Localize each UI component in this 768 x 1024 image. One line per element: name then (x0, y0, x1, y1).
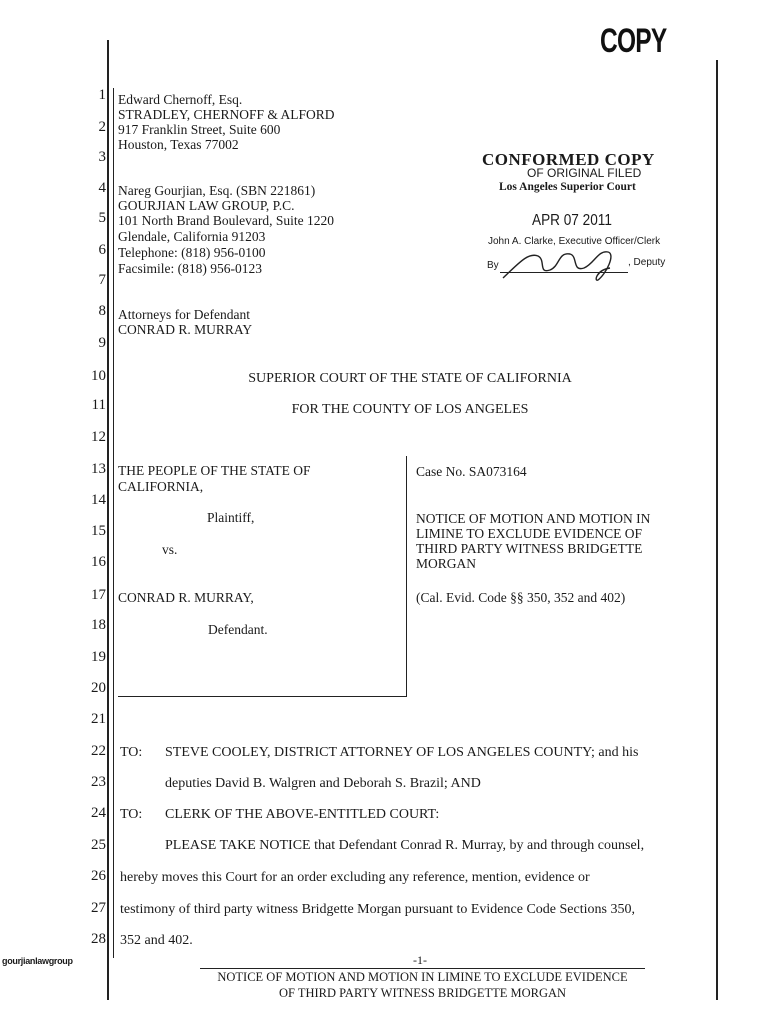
court-county: FOR THE COUNTY OF LOS ANGELES (291, 402, 529, 417)
footer-title: OF THIRD PARTY WITNESS BRIDGETTE MORGAN (278, 986, 567, 1000)
filed-date: APR 07 2011 (532, 212, 612, 229)
by-label: By (487, 260, 499, 271)
line-number: 10 (91, 368, 106, 384)
line-number: 5 (98, 210, 106, 226)
counsel-line: Edward Chernoff, Esq. (118, 92, 243, 107)
footer-title: NOTICE OF MOTION AND MOTION IN LIMINE TO EXCLUDE EVIDENCE (217, 970, 628, 984)
left-margin-rule (107, 40, 109, 1000)
counsel-line: STRADLEY, CHERNOFF & ALFORD (118, 107, 335, 122)
line-number: 15 (91, 523, 106, 539)
line-number: 18 (91, 617, 106, 633)
clerk-line: John A. Clarke, Executive Officer/Clerk (488, 236, 661, 247)
signature-mark (498, 244, 628, 284)
body-paragraph: 352 and 402. (120, 933, 193, 948)
firm-logo: gourjianlawgroup (2, 956, 73, 966)
line-number: 3 (98, 149, 106, 165)
line-number: 9 (98, 335, 106, 351)
counsel-line: Glendale, California 91203 (118, 229, 266, 244)
line-number: 6 (98, 242, 106, 258)
line-number: 21 (91, 711, 106, 727)
caption-party: THE PEOPLE OF THE STATE OF (118, 463, 311, 478)
line-number: 20 (91, 680, 106, 696)
court-name: SUPERIOR COURT OF THE STATE OF CALIFORNIA (248, 371, 572, 386)
to-label: TO: (120, 807, 143, 822)
line-number: 11 (91, 397, 106, 413)
counsel-line: 101 North Brand Boulevard, Suite 1220 (118, 213, 334, 228)
line-number: 1 (98, 87, 106, 103)
line-number: 26 (91, 868, 106, 884)
line-number: 25 (91, 837, 106, 853)
case-number: Case No. SA073164 (416, 464, 527, 479)
caption-divider (406, 456, 407, 696)
to-text: deputies David B. Walgren and Deborah S. Brazil; AND (165, 776, 481, 791)
line-number: 24 (91, 805, 106, 821)
caption-bottom-rule (118, 696, 407, 697)
line-number: 22 (91, 743, 106, 759)
counsel-line: Facsimile: (818) 956-0123 (118, 261, 262, 276)
line-number: 4 (98, 180, 106, 196)
counsel-line: 917 Franklin Street, Suite 600 (118, 122, 281, 137)
line-number: 17 (91, 587, 106, 603)
caption-party: CALIFORNIA, (118, 479, 204, 494)
line-number: 13 (91, 461, 106, 477)
counsel-line: Telephone: (818) 956-0100 (118, 245, 266, 260)
evidence-code: (Cal. Evid. Code §§ 350, 352 and 402) (416, 590, 626, 605)
to-text: CLERK OF THE ABOVE-ENTITLED COURT: (165, 807, 440, 822)
page-number: -1- (413, 953, 427, 967)
line-number: 28 (91, 931, 106, 947)
caption-party: CONRAD R. MURRAY, (118, 590, 254, 605)
original-filed-label: OF ORIGINAL FILED (527, 166, 642, 180)
right-margin-rule (716, 60, 718, 1000)
body-paragraph: PLEASE TAKE NOTICE that Defendant Conrad R. Murray, by and through counsel, (165, 838, 645, 853)
document-title: LIMINE TO EXCLUDE EVIDENCE OF (416, 526, 642, 541)
to-label: TO: (120, 745, 143, 760)
copy-stamp: COPY (600, 22, 667, 60)
document-title: MORGAN (416, 556, 477, 571)
caption-defendant: Defendant. (208, 622, 268, 637)
court-stamp-label: Los Angeles Superior Court (499, 181, 636, 193)
line-number: 7 (98, 272, 106, 288)
body-paragraph: testimony of third party witness Bridgette Morgan pursuant to Evidence Code Sections 350, (120, 902, 635, 917)
document-title: THIRD PARTY WITNESS BRIDGETTE (416, 541, 643, 556)
left-margin-rule-inner (113, 88, 114, 958)
line-number: 16 (91, 554, 106, 570)
line-number: 14 (91, 492, 106, 508)
body-paragraph: hereby moves this Court for an order excluding any reference, mention, evidence or (120, 870, 590, 885)
document-title: NOTICE OF MOTION AND MOTION IN (416, 511, 651, 526)
line-number: 27 (91, 900, 106, 916)
caption-vs: vs. (162, 542, 178, 557)
counsel-line: Attorneys for Defendant (118, 307, 250, 322)
line-number: 2 (98, 119, 106, 135)
conformed-copy-title: CONFORMED COPY (482, 150, 655, 169)
counsel-line: Nareg Gourjian, Esq. (SBN 221861) (118, 183, 316, 198)
footer-rule (200, 968, 645, 969)
line-number: 19 (91, 649, 106, 665)
caption-plaintiff: Plaintiff, (207, 510, 255, 525)
counsel-line: Houston, Texas 77002 (118, 137, 239, 152)
deputy-label: , Deputy (628, 257, 666, 268)
counsel-line: GOURJIAN LAW GROUP, P.C. (118, 198, 295, 213)
line-number: 23 (91, 774, 106, 790)
to-text: STEVE COOLEY, DISTRICT ATTORNEY OF LOS ANGELES COUNTY; and his (165, 745, 639, 760)
counsel-line: CONRAD R. MURRAY (118, 322, 253, 337)
line-number: 12 (91, 429, 106, 445)
line-number: 8 (98, 303, 106, 319)
